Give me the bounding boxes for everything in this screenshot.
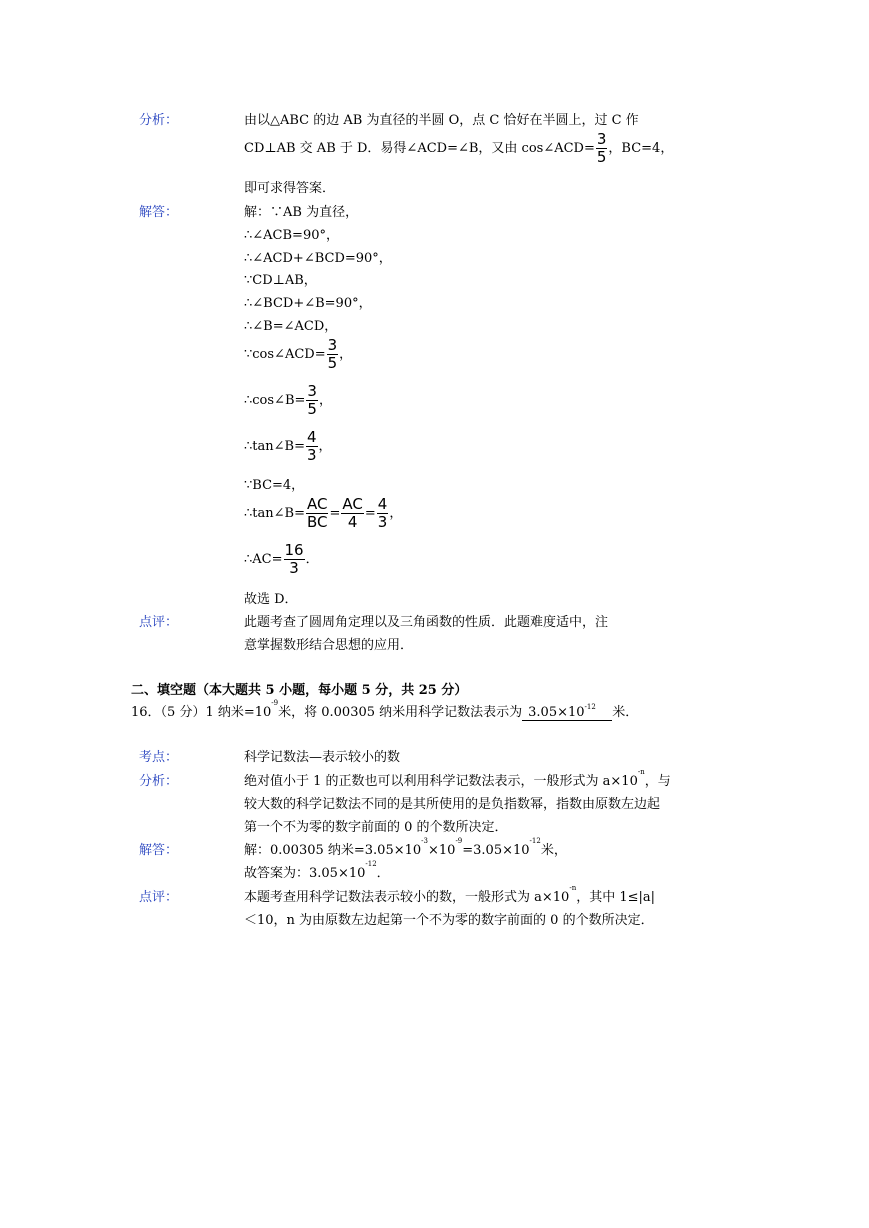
exponent: -9 — [455, 837, 463, 845]
q15-comment-line2: 意掌握数形结合思想的应用． — [244, 638, 414, 653]
q15-sol-line-ac — [244, 542, 319, 577]
q15-sol-text: ∴AC= — [244, 552, 283, 567]
fraction — [341, 496, 363, 531]
numerator: 3 — [307, 382, 317, 400]
q16-stem-text: 米，将 0.00305 纳米用科学记数法表示为 — [278, 705, 523, 720]
period: ． — [305, 552, 319, 567]
q15-analysis-line2-end: ，BC=4， — [608, 141, 674, 156]
q15-sol-text: ∴cos∠B= — [244, 393, 306, 408]
exponent: -12 — [365, 860, 377, 868]
comment-label: 点评： — [139, 890, 179, 905]
numerator: AC — [306, 495, 328, 513]
q16-sol-text: =3.05×10 — [462, 843, 530, 858]
numerator: 4 — [306, 428, 317, 446]
q15-sol-line: 解：∵AB 为直径， — [244, 205, 359, 220]
comment-label: 点评： — [139, 615, 179, 630]
q15-sol-line: 故选 D． — [244, 592, 298, 607]
numerator: 4 — [377, 495, 388, 513]
denominator: 3 — [289, 559, 299, 577]
q16-sol-line1 — [244, 839, 567, 858]
denominator: 3 — [377, 513, 388, 531]
analysis-label: 分析： — [139, 774, 179, 789]
q16-stem-text: 米． — [612, 705, 639, 720]
q16-comment-text: 本题考查用科学记数法表示较小的数，一般形式为 a×10 — [244, 890, 570, 905]
answer-text: 3.05×10 — [528, 705, 585, 720]
q16-comment-line2: ＜10，n 为由原数左边起第一个不为零的数字前面的 0 的个数所决定． — [244, 913, 654, 928]
equals: = — [329, 506, 341, 521]
exponent: -n — [569, 884, 577, 892]
q16-analysis-line1 — [244, 770, 671, 789]
exponent: -9 — [271, 699, 279, 707]
fraction — [306, 496, 329, 531]
q16-point: 科学记数法—表示较小的数 — [244, 750, 401, 765]
q15-sol-text: ∴tan∠B= — [244, 439, 305, 454]
q16-comment-line1 — [244, 886, 655, 905]
q15-sol-line: ∵BC=4， — [244, 478, 305, 493]
q16-analysis-line3: 第一个不为零的数字前面的 0 的个数所决定． — [244, 820, 508, 835]
denominator: 3 — [306, 446, 317, 464]
denominator: 5 — [596, 148, 607, 166]
q16-stem — [131, 701, 638, 721]
solution-label: 解答： — [139, 843, 179, 858]
denominator: BC — [306, 513, 328, 531]
q15-analysis-line1: 由以△ABC 的边 AB 为直径的半圆 O，点 C 恰好在半圆上，过 C 作 — [244, 113, 639, 128]
q16-analysis-text: 绝对值小于 1 的正数也可以利用科学记数法表示，一般形式为 a×10 — [244, 774, 638, 789]
fraction — [327, 337, 339, 372]
comma: ， — [339, 347, 353, 362]
q15-sol-text: ∴tan∠B= — [244, 506, 305, 521]
q15-analysis-line3: 即可求得答案． — [244, 181, 336, 196]
q16-sol-text: 解：0.00305 纳米=3.05×10 — [244, 843, 422, 858]
q16-analysis-line2: 较大数的科学记数法不同的是其所使用的是负指数幂，指数由原数左边起 — [244, 797, 661, 812]
denominator: 5 — [327, 354, 338, 372]
q15-sol-text: ∵cos∠ACD= — [244, 347, 326, 362]
exponent: -3 — [421, 837, 428, 845]
fraction — [284, 542, 305, 577]
q16-sol-text: ． — [376, 866, 390, 881]
fraction — [377, 496, 389, 531]
q16-sol-line2 — [244, 862, 390, 881]
fraction — [596, 131, 608, 166]
point-label: 考点： — [139, 750, 179, 765]
comma: ， — [389, 506, 403, 521]
q15-sol-line: ∴∠ACB=90°， — [244, 228, 339, 243]
q15-analysis-line2 — [244, 131, 673, 166]
q15-sol-line-cos-b — [244, 383, 332, 418]
equals: = — [364, 506, 376, 521]
q16-stem-text: 16．（5 分）1 纳米=10 — [131, 705, 272, 720]
exponent: -12 — [529, 837, 541, 845]
q15-sol-line: ∴∠B=∠ACD， — [244, 319, 338, 334]
fraction — [306, 429, 318, 464]
comma: ， — [318, 439, 332, 454]
solution-label: 解答： — [139, 205, 179, 220]
exponent: -12 — [584, 703, 596, 711]
q16-sol-text: 故答案为：3.05×10 — [244, 866, 366, 881]
section-heading: 二、填空题（本大题共 5 小题，每小题 5 分，共 25 分） — [131, 683, 468, 698]
q16-analysis-text: ，与 — [644, 774, 671, 789]
numerator: 16 — [284, 541, 304, 559]
comma: ， — [318, 393, 332, 408]
denominator: 5 — [307, 400, 317, 418]
fraction — [306, 383, 318, 418]
q15-sol-line-tan-b — [244, 429, 332, 464]
q15-sol-line-tan-b-ratio — [244, 496, 402, 531]
q15-sol-line: ∴∠BCD+∠B=90°， — [244, 296, 372, 311]
q16-comment-text: ，其中 1≤|a| — [576, 890, 656, 905]
q16-answer-blank — [522, 705, 612, 721]
numerator: 3 — [327, 336, 338, 354]
exponent: -n — [637, 768, 645, 776]
denominator: 4 — [347, 513, 358, 531]
analysis-label: 分析： — [139, 113, 179, 128]
q16-sol-text: 米， — [540, 843, 567, 858]
q15-sol-line: ∴∠ACD+∠BCD=90°， — [244, 251, 392, 266]
q15-analysis-line2-text: CD⊥AB 交 AB 于 D．易得∠ACD=∠B，又由 cos∠ACD= — [244, 141, 595, 156]
q15-comment-line1: 此题考查了圆周角定理以及三角函数的性质．此题难度适中，注 — [244, 615, 609, 630]
numerator: 3 — [596, 130, 607, 148]
q16-sol-text: ×10 — [428, 843, 456, 858]
q15-sol-line-cos-acd — [244, 337, 352, 372]
numerator: AC — [342, 495, 363, 513]
q15-sol-line: ∵CD⊥AB， — [244, 273, 317, 288]
